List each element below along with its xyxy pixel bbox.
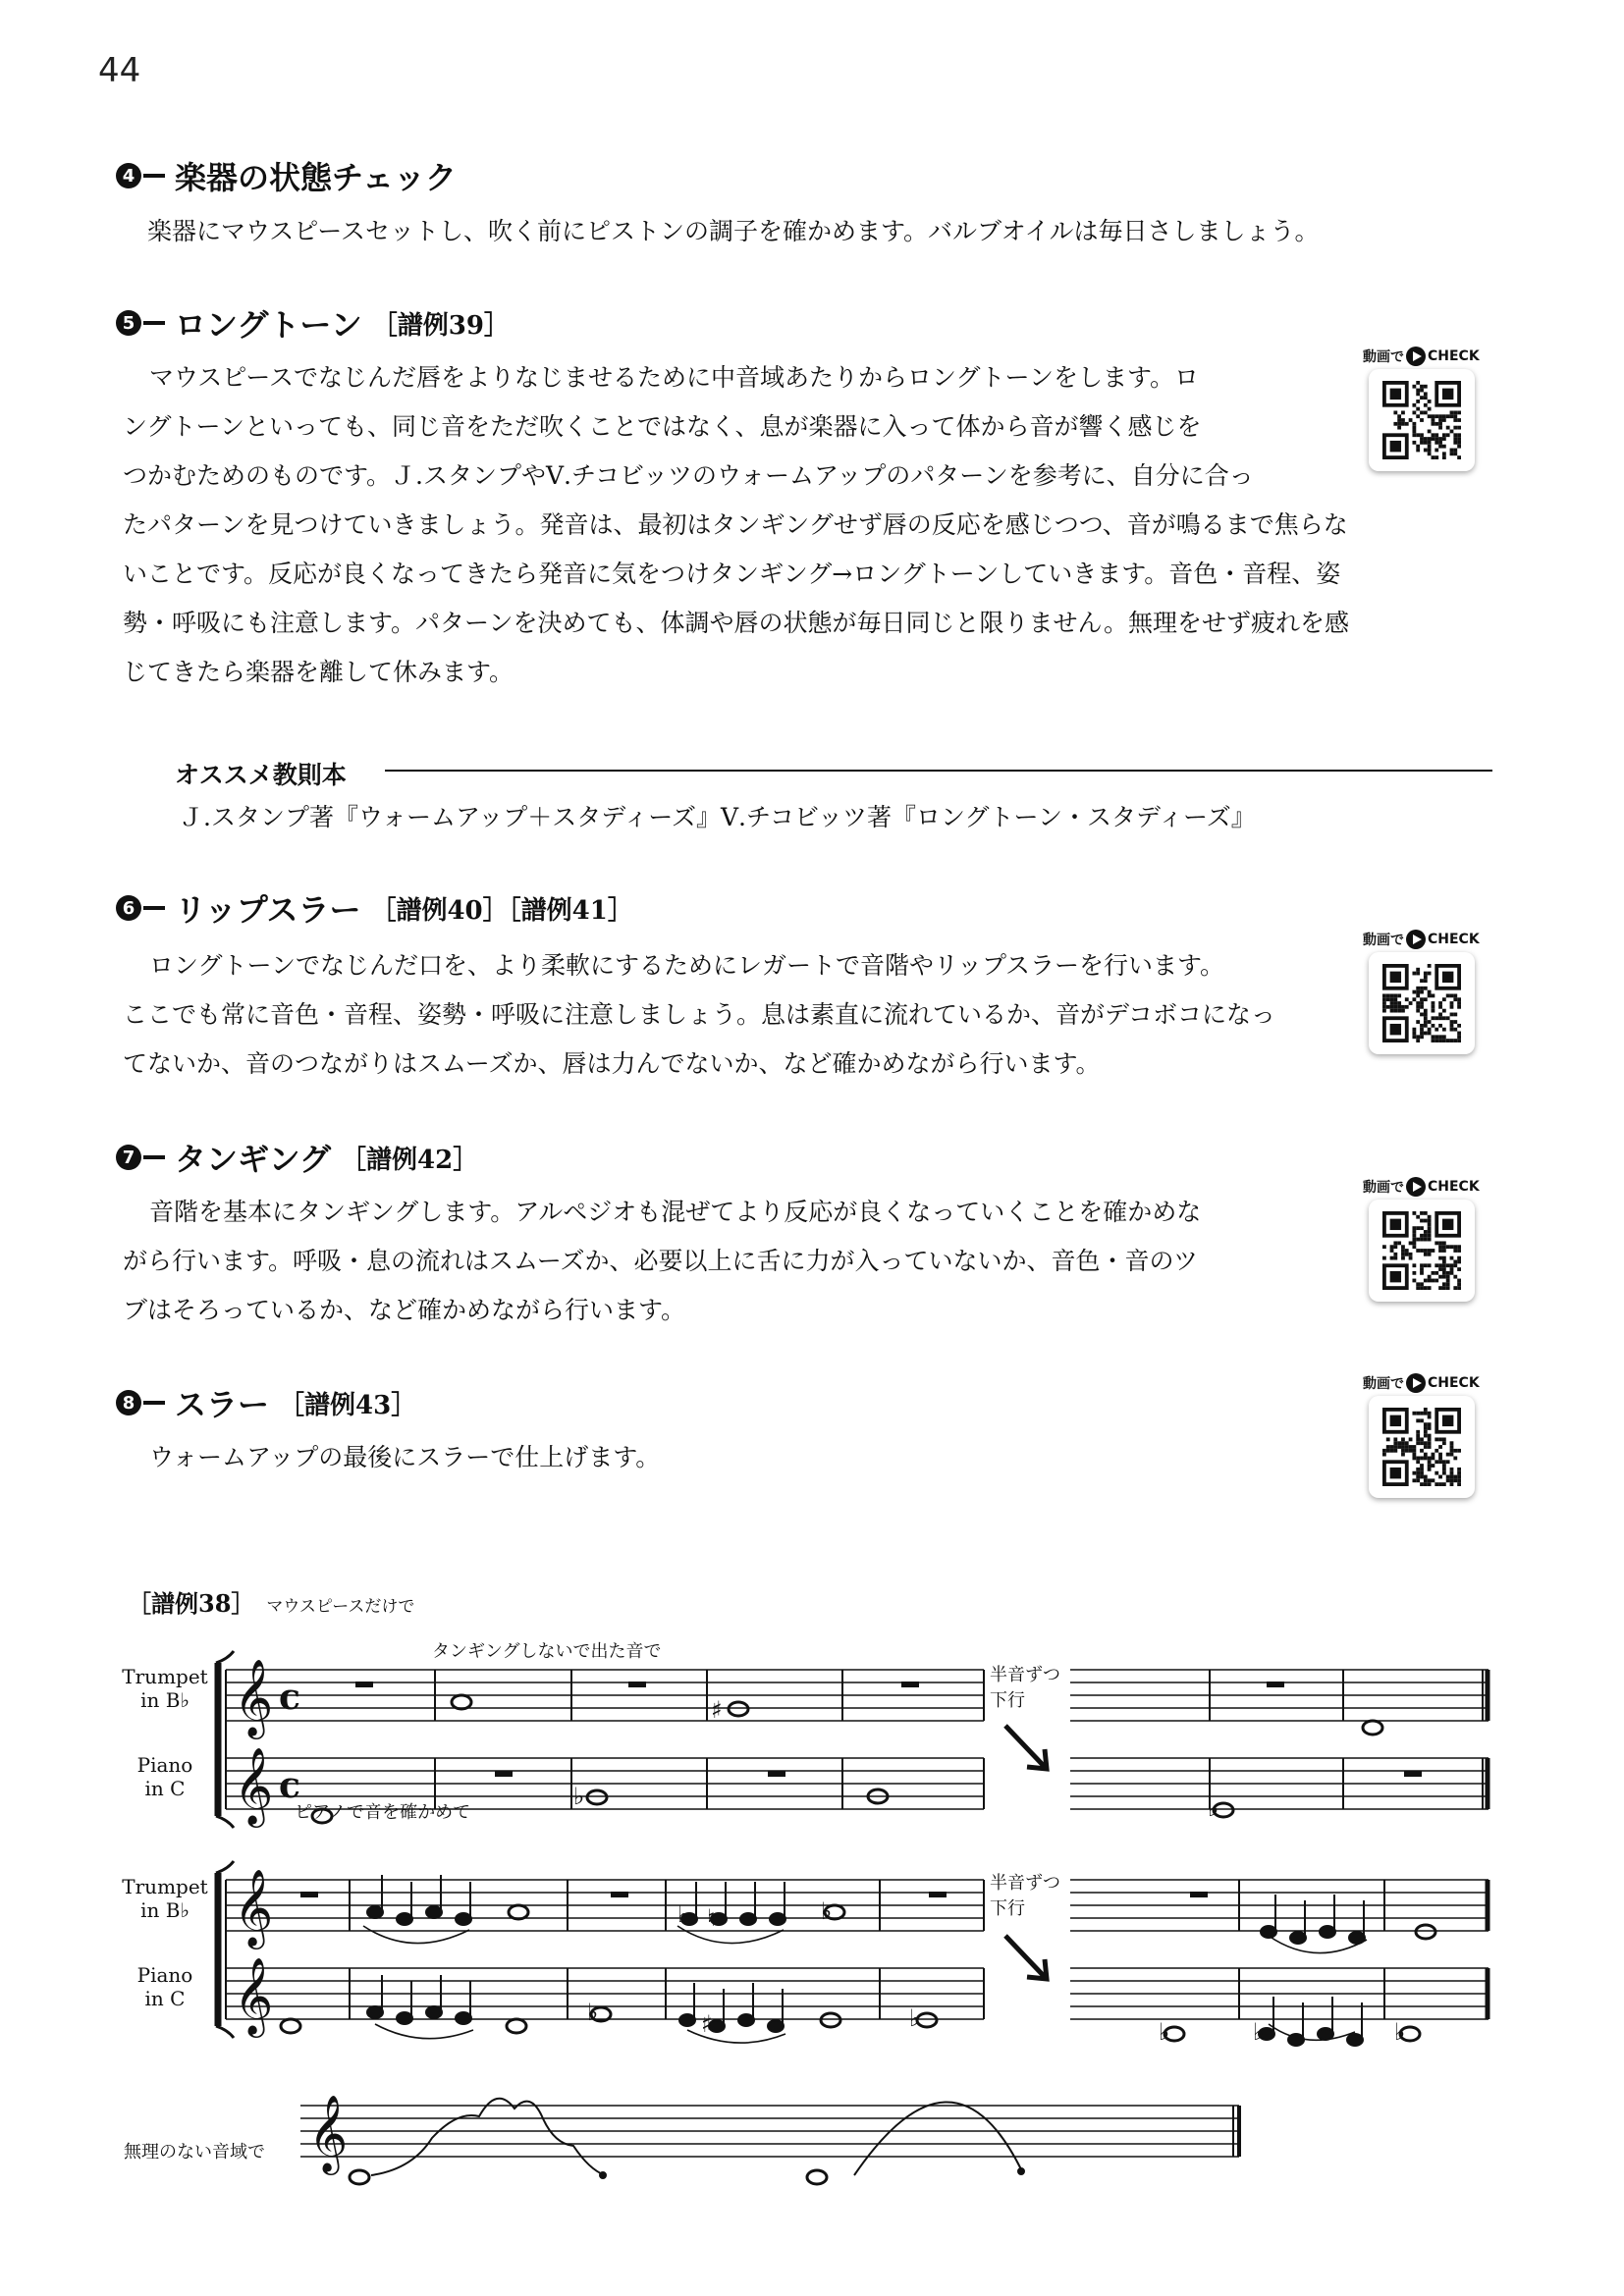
svg-text:c: c bbox=[279, 1765, 300, 1806]
svg-text:𝄞: 𝄞 bbox=[308, 2095, 349, 2172]
staff-piano-1 bbox=[226, 1758, 1489, 1809]
section-4-title: 楽器の状態チェック bbox=[175, 159, 458, 196]
paragraph-line: つかむためのものです。Ｊ.スタンプやⅤ.チコビッツのウォームアップのパターンを参考に、自分に合っ bbox=[123, 461, 1254, 490]
trumpet-label-1: Trumpet in B♭ bbox=[122, 1665, 208, 1712]
annotation-range: 無理のない音域で bbox=[124, 2142, 265, 2163]
svg-text:♭: ♭ bbox=[909, 2004, 921, 2032]
qr-label: 動画で CHECK bbox=[1363, 932, 1480, 948]
svg-text:♯: ♯ bbox=[711, 1696, 723, 1724]
paragraph-line: いことです。反応が良くなってきたら発音に気をつけタンギング→ロングトーンしていきます。音色・音程、姿 bbox=[123, 560, 1341, 588]
paragraph-line: ウォームアップの最後にスラーで仕上げます。 bbox=[149, 1443, 661, 1471]
music-example-subtitle: マウスピースだけで bbox=[266, 1597, 415, 1617]
qr-label: 動画で CHECK bbox=[1363, 1375, 1480, 1392]
recommend-title: オススメ教則本 bbox=[175, 761, 347, 789]
section-6-ref: ［譜例40］［譜例41］ bbox=[370, 895, 633, 926]
paragraph-line: マウスピースでなじんだ唇をよりなじませるために中音域あたりからロングトーンをします。ロ bbox=[149, 363, 1200, 392]
paragraph-line: たパターンを見つけていきましょう。発音は、最初はタンギングせず唇の反応を感じつつ、音が鳴るまで焦らな bbox=[123, 510, 1348, 539]
piano-label-2: Piano in C bbox=[136, 1963, 193, 2010]
svg-text:𝄞: 𝄞 bbox=[234, 1957, 274, 2035]
paragraph-line: がら行います。呼吸・息の流れはスムーズか、必要以上に舌に力が入っていないか、音色・音のツ bbox=[123, 1247, 1199, 1275]
section-7-number: 7 bbox=[116, 1145, 141, 1170]
section-7-title: タンギング bbox=[175, 1141, 332, 1178]
svg-text:♮: ♮ bbox=[707, 1904, 716, 1932]
annotation-piano: ピアノで音を確かめて bbox=[295, 1802, 471, 1823]
staff-trumpet-2 bbox=[226, 1880, 1489, 1931]
svg-text:𝄞: 𝄞 bbox=[234, 1869, 274, 1947]
svg-text:♭: ♭ bbox=[1159, 2018, 1170, 2046]
recommend-text: Ｊ.スタンプ著『ウォームアップ＋スタディーズ』Ⅴ.チコビッツ著『ロングトーン・スタディーズ』 bbox=[179, 803, 1256, 831]
section-8-ref: ［譜例43］ bbox=[279, 1390, 417, 1420]
section-5-ref: ［譜例39］ bbox=[371, 310, 510, 341]
section-6-title: リップスラー bbox=[175, 891, 361, 929]
annotation-semitone-1: 半音ずつ 下行 bbox=[990, 1665, 1060, 1711]
svg-text:♭: ♭ bbox=[573, 1783, 585, 1810]
svg-text:♭: ♭ bbox=[1253, 2018, 1265, 2046]
staff-piano-2 bbox=[226, 1968, 1489, 2019]
paragraph-line: ロングトーンでなじんだ口を、より柔軟にするためにレガートで音階やリップスラーを行います。 bbox=[149, 951, 1225, 980]
svg-text:c: c bbox=[279, 1677, 300, 1718]
staff-trumpet-1 bbox=[226, 1670, 1489, 1721]
section-5-title: ロングトーン bbox=[175, 306, 362, 344]
annotation-semitone-2: 半音ずつ 下行 bbox=[990, 1873, 1060, 1919]
piano-label-1: Piano in C bbox=[136, 1753, 193, 1800]
svg-text:♭: ♭ bbox=[1208, 1794, 1219, 1822]
section-8-title: スラー bbox=[175, 1386, 270, 1423]
section-4-number: 4 bbox=[116, 163, 141, 188]
paragraph-line: ングトーンといっても、同じ音をただ吹くことではなく、息が楽器に入って体から音が響く感じを bbox=[123, 412, 1202, 441]
svg-text:𝄞: 𝄞 bbox=[234, 1747, 274, 1825]
section-6-number: 6 bbox=[116, 895, 141, 921]
svg-text:♭: ♭ bbox=[677, 1900, 689, 1928]
paragraph-line: ブはそろっているか、など確かめながら行います。 bbox=[123, 1296, 686, 1324]
qr-label: 動画で CHECK bbox=[1363, 1179, 1480, 1196]
paragraph-line: 音階を基本にタンギングします。アルペジオも混ぜてより反応が良くなっていくことを確かめな bbox=[149, 1198, 1202, 1226]
paragraph-line: てないか、音のつながりはスムーズか、唇は力んでないか、など確かめながら行います。 bbox=[123, 1049, 1101, 1078]
annotation-tonguing: タンギングしないで出た音で bbox=[432, 1641, 662, 1662]
trumpet-label-2: Trumpet in B♭ bbox=[122, 1875, 208, 1922]
paragraph-line: ここでも常に音色・音程、姿勢・呼吸に注意しましょう。息は素直に流れているか、音がデコボコになっ bbox=[123, 1000, 1276, 1029]
section-5-number: 5 bbox=[116, 310, 141, 336]
music-example-title: ［譜例38］ bbox=[128, 1589, 255, 1618]
svg-text:♭: ♭ bbox=[821, 1897, 833, 1925]
svg-text:♯: ♯ bbox=[701, 2010, 713, 2038]
section-7-ref: ［譜例42］ bbox=[341, 1145, 479, 1175]
svg-text:♭: ♭ bbox=[1394, 2018, 1406, 2046]
staff-range bbox=[300, 2106, 1239, 2157]
svg-text:𝄞: 𝄞 bbox=[234, 1659, 274, 1736]
svg-text:♭: ♭ bbox=[587, 1999, 599, 2026]
section-8-number: 8 bbox=[116, 1390, 141, 1415]
paragraph-line: 楽器にマウスピースセットし、吹く前にピストンの調子を確かめます。バルブオイルは毎日さしましょう。 bbox=[147, 217, 1320, 245]
page-number: 44 bbox=[98, 51, 141, 90]
paragraph-line: じてきたら楽器を離して休みます。 bbox=[123, 658, 514, 686]
paragraph-line: 勢・呼吸にも注意します。パターンを決めても、体調や唇の状態が毎日同じと限りません。無理をせず疲れを感 bbox=[123, 609, 1350, 637]
qr-label: 動画で CHECK bbox=[1363, 348, 1480, 365]
